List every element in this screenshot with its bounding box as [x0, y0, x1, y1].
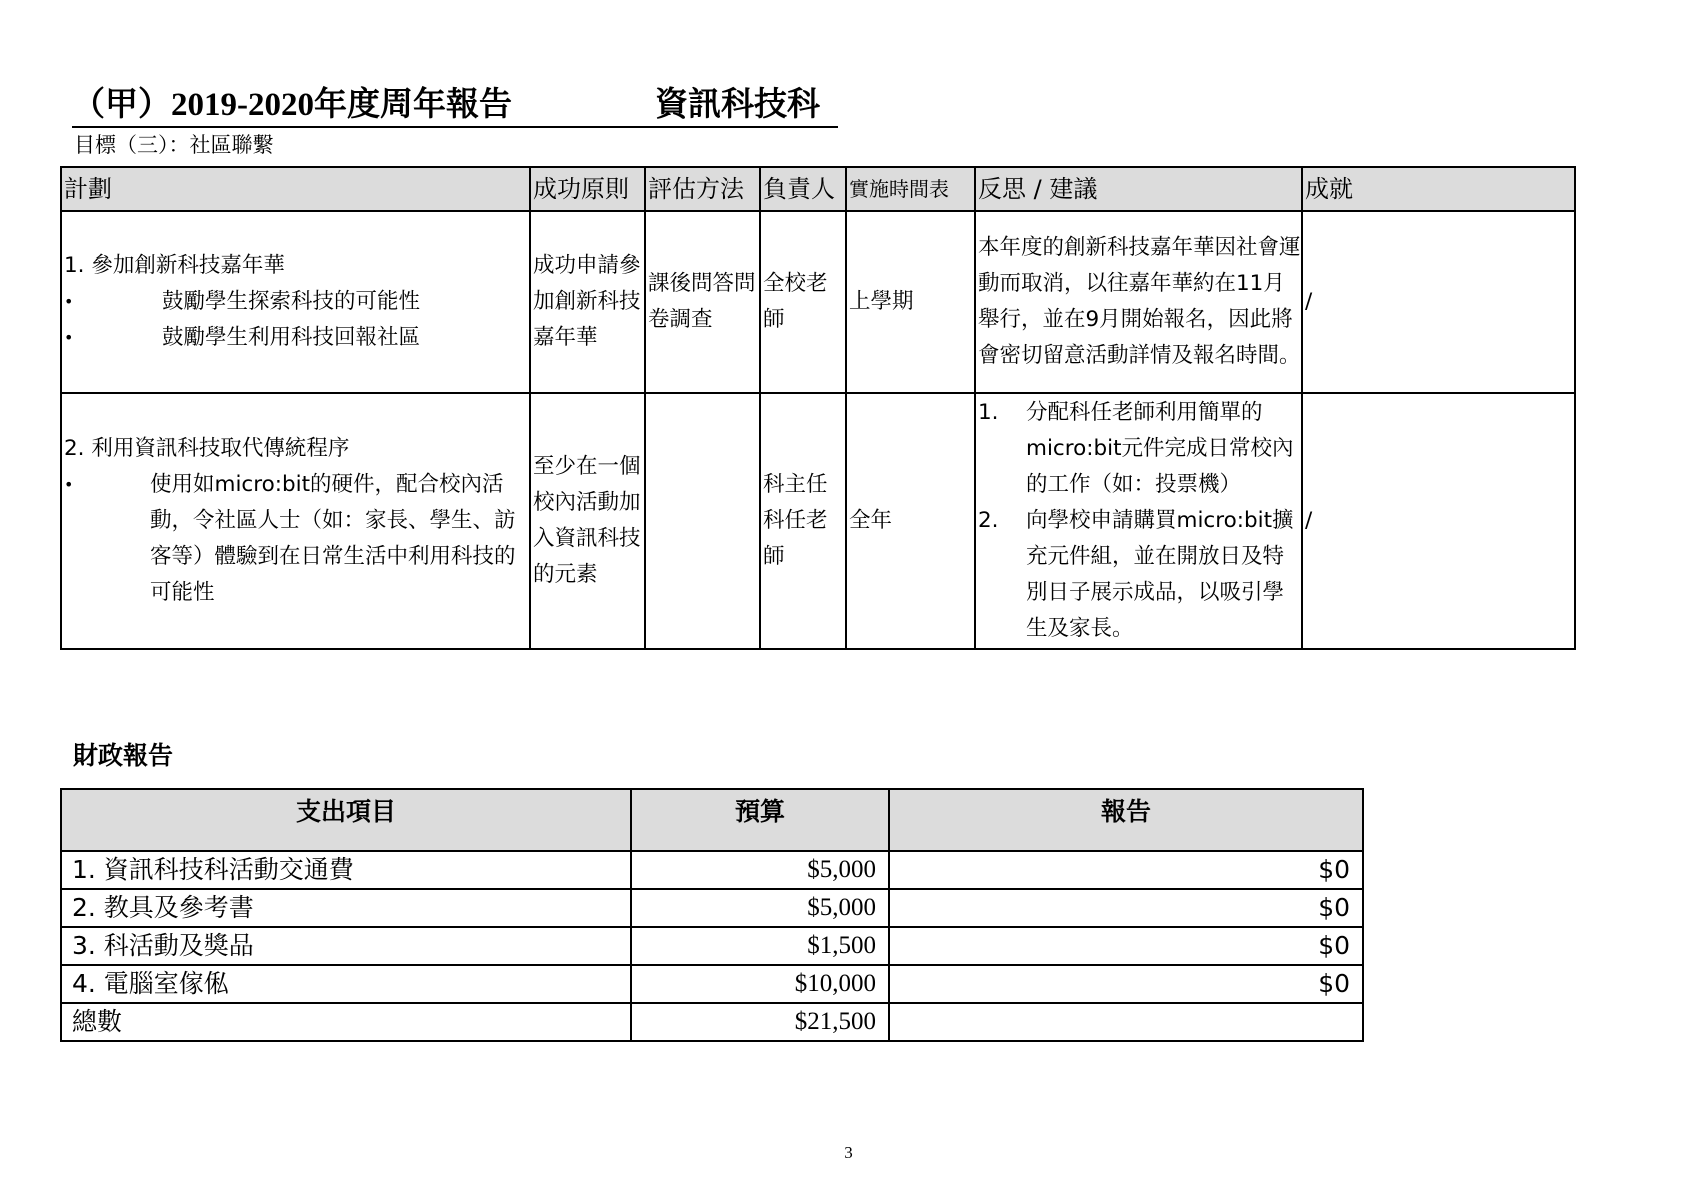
reflection-item-text: 分配科任老師利用簡單的micro:bit元件完成日常校內的工作（如：投票機） [1026, 400, 1294, 497]
header-plan: 計劃 [61, 167, 530, 211]
reflection-item-text: 向學校申請購買micro:bit擴充元件組，並在開放日及特別日子展示成品，以吸引學生及家長。 [1026, 508, 1294, 641]
budget-value: $5,000 [631, 889, 889, 927]
budget-value: $1,500 [631, 927, 889, 965]
finance-row [61, 965, 1363, 1003]
finance-header-row [61, 789, 1363, 851]
expense-item: 3. 科活動及獎品 [61, 927, 631, 965]
objective-subtitle: 目標（三）：社區聯繫 [74, 133, 274, 157]
finance-table [60, 788, 1364, 1042]
budget-value: $10,000 [631, 965, 889, 1003]
achievement-cell: / [1302, 393, 1575, 649]
total-label: 總數 [61, 1003, 631, 1041]
title-subject: 資訊科技科 [655, 87, 820, 123]
header-budget: 預算 [631, 789, 889, 851]
finance-row [61, 889, 1363, 927]
reflection-item [978, 395, 1301, 503]
evaluation-cell [645, 393, 760, 649]
timeline-cell: 全年 [846, 393, 975, 649]
page-number: 3 [844, 1143, 853, 1162]
header-person-in-charge: 負責人 [760, 167, 846, 211]
budget-value: $5,000 [631, 851, 889, 889]
plan-bullet: • 使用如micro:bit的硬件，配合校內活動，令社區人士（如：家長、學生、訪客等）體驗到在日常生活中利用科技的可能性 [64, 467, 529, 611]
success-cell: 至少在一個校內活動加入資訊科技的元素 [530, 393, 645, 649]
page-title [72, 84, 838, 128]
plan-row [61, 393, 1575, 649]
person-cell: 全校老師 [760, 211, 846, 393]
achievement-cell: / [1302, 211, 1575, 393]
plan-title: 2. 利用資訊科技取代傳統程序 [64, 436, 350, 461]
finance-total-row [61, 1003, 1363, 1041]
reflection-item-number: 1. [978, 400, 999, 425]
plan-table [60, 166, 1576, 650]
plan-row [61, 211, 1575, 393]
person-cell: 科主任科任老師 [760, 393, 846, 649]
expense-item: 1. 資訊科技科活動交通費 [61, 851, 631, 889]
reflection-item-number: 2. [978, 508, 999, 533]
finance-row [61, 851, 1363, 889]
reflection-cell [975, 393, 1302, 649]
header-expense-item: 支出項目 [61, 789, 631, 851]
reflection-item [978, 503, 1301, 647]
header-reflection: 反思 / 建議 [975, 167, 1302, 211]
finance-row [61, 927, 1363, 965]
report-value: $0 [889, 927, 1363, 965]
expense-item: 2. 教具及參考書 [61, 889, 631, 927]
report-value: $0 [889, 851, 1363, 889]
reflection-cell: 本年度的創新科技嘉年華因社會運動而取消，以往嘉年華約在11月舉行，並在9月開始報名，因此將會密切留意活動詳情及報名時間。 [975, 211, 1302, 393]
expense-item: 4. 電腦室傢俬 [61, 965, 631, 1003]
finance-report-title: 財政報告 [73, 741, 174, 770]
total-report-value [889, 1003, 1363, 1041]
report-value: $0 [889, 965, 1363, 1003]
plan-cell [61, 393, 530, 649]
plan-bullet: • 鼓勵學生利用科技回報社區 [64, 320, 529, 356]
total-budget-value: $21,500 [631, 1003, 889, 1041]
timeline-cell: 上學期 [846, 211, 975, 393]
header-timeline: 實施時間表 [846, 167, 975, 211]
header-achievement: 成就 [1302, 167, 1575, 211]
header-report: 報告 [889, 789, 1363, 851]
plan-header-row [61, 167, 1575, 211]
plan-cell [61, 211, 530, 393]
plan-title: 1. 參加創新科技嘉年華 [64, 253, 285, 278]
plan-bullet: • 鼓勵學生探索科技的可能性 [64, 284, 529, 320]
header-evaluation: 評估方法 [645, 167, 760, 211]
header-success-criteria: 成功原則 [530, 167, 645, 211]
report-value: $0 [889, 889, 1363, 927]
success-cell: 成功申請參加創新科技嘉年華 [530, 211, 645, 393]
evaluation-cell: 課後問答問卷調查 [645, 211, 760, 393]
title-report-year: （甲）2019-2020年度周年報告 [72, 87, 512, 123]
